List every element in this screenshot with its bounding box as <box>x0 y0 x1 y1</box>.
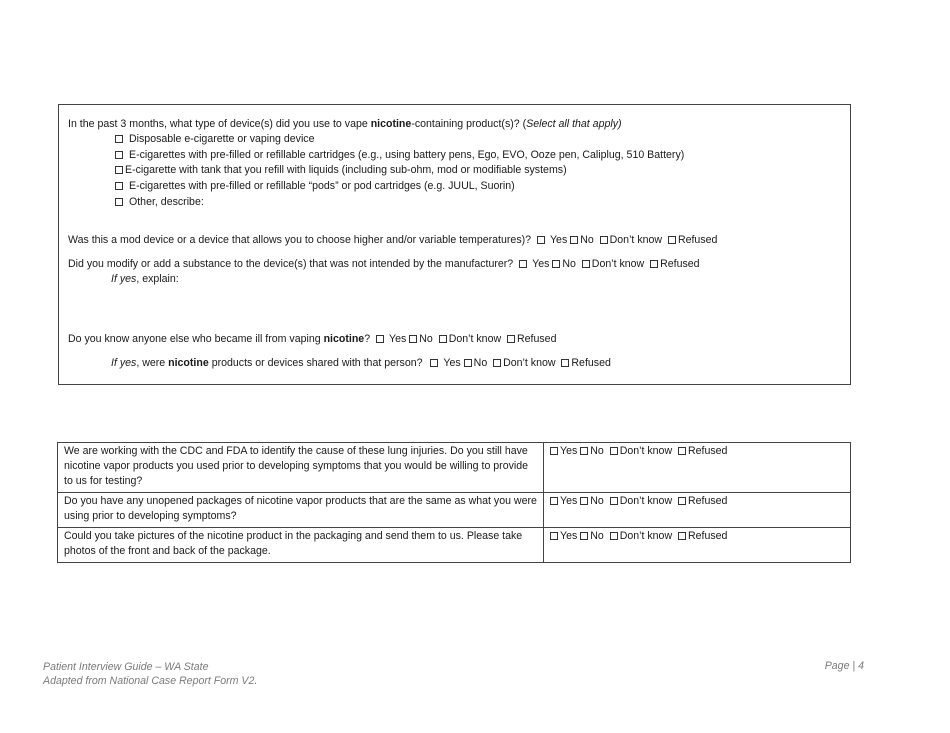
device-question-italic: Select all that apply) <box>526 118 622 130</box>
table-row <box>58 528 851 563</box>
checkbox-icon[interactable] <box>580 532 588 540</box>
checkbox-icon[interactable] <box>582 260 590 268</box>
table-row <box>58 443 851 493</box>
checkbox-icon[interactable] <box>610 497 618 505</box>
device-option-tank[interactable]: E-cigarette with tank that you refill with liquids (including sub-ohm, mod or modifiable systems) <box>115 163 567 177</box>
device-option-pods[interactable]: E-cigarettes with pre-filled or refillable “pods” or pod cartridges (e.g. JUUL, Suorin) <box>115 179 515 193</box>
checkbox-icon[interactable] <box>550 532 558 540</box>
checkbox-icon[interactable] <box>561 359 569 367</box>
checkbox-icon[interactable] <box>115 166 123 174</box>
checkbox-icon[interactable] <box>115 135 123 143</box>
modify-explain: If yes, explain: <box>111 273 179 285</box>
checkbox-icon[interactable] <box>376 335 384 343</box>
mod-device-question: Was this a mod device or a device that allows you to choose higher and/or variable temperatures)? Yes No Don’t know Refused <box>68 234 718 246</box>
page-number: Page | 4 <box>824 660 864 672</box>
checkbox-icon[interactable] <box>610 447 618 455</box>
table-question-cell: Could you take pictures of the nicotine product in the packaging and send them to us. Please take photos of the front and back of the package. <box>58 528 544 563</box>
checkbox-icon[interactable] <box>430 359 438 367</box>
checkbox-icon[interactable] <box>552 260 560 268</box>
table-row <box>58 493 851 528</box>
checkbox-icon[interactable] <box>493 359 501 367</box>
checkbox-icon[interactable] <box>550 497 558 505</box>
checkbox-icon[interactable] <box>507 335 515 343</box>
footer-title: Patient Interview Guide – WA State <box>43 661 209 673</box>
page-footer <box>43 660 257 688</box>
footer-subtitle: Adapted from National Case Report Form V2. <box>43 675 258 687</box>
device-option-other[interactable]: Other, describe: <box>115 195 204 209</box>
device-option-disposable[interactable]: Disposable e-cigarette or vaping device <box>115 132 315 146</box>
checkbox-icon[interactable] <box>115 151 123 159</box>
device-question-bold: nicotine <box>370 118 412 130</box>
checkbox-icon[interactable] <box>650 260 658 268</box>
checkbox-icon[interactable] <box>678 447 686 455</box>
checkbox-icon[interactable] <box>600 236 608 244</box>
checkbox-icon[interactable] <box>580 497 588 505</box>
device-question-box <box>58 104 851 385</box>
checkbox-icon[interactable] <box>610 532 618 540</box>
checkbox-icon[interactable] <box>678 532 686 540</box>
table-question-cell: We are working with the CDC and FDA to identify the cause of these lung injuries. Do you still have nicotine vapor products you used prior to developing symptoms that you would be willing to provide to us for testing? <box>58 443 544 493</box>
checkbox-icon[interactable] <box>409 335 417 343</box>
modify-device-question: Did you modify or add a substance to the device(s) that was not intended by the manufacturer? Yes No Don’t know Refused <box>68 258 700 270</box>
shared-question: If yes, were nicotine products or devices shared with that person? Yes No Don’t know Refused <box>111 357 611 369</box>
device-option-cartridges[interactable]: E-cigarettes with pre-filled or refillable cartridges (e.g., using battery pens, Ego, EVO, Ooze pen, Caliplug, 510 Battery) <box>115 148 684 162</box>
checkbox-icon[interactable] <box>580 447 588 455</box>
table-question-cell: Do you have any unopened packages of nicotine vapor products that are the same as what you were using prior to developing symptoms? <box>58 493 544 528</box>
product-questions-table <box>57 442 851 563</box>
ill-question: Do you know anyone else who became ill from vaping nicotine? Yes No Don’t know Refused <box>68 333 557 345</box>
table-answer-cell: Yes No Don’t know Refused <box>544 443 851 493</box>
device-question-prefix: In the past 3 months, what type of device(s) did you use to vape <box>68 118 371 130</box>
checkbox-icon[interactable] <box>115 182 123 190</box>
table-answer-cell: Yes No Don’t know Refused <box>544 493 851 528</box>
checkbox-icon[interactable] <box>550 447 558 455</box>
checkbox-icon[interactable] <box>464 359 472 367</box>
checkbox-icon[interactable] <box>678 497 686 505</box>
checkbox-icon[interactable] <box>439 335 447 343</box>
checkbox-icon[interactable] <box>519 260 527 268</box>
device-question-suffix: -containing product(s)? ( <box>411 118 527 130</box>
checkbox-icon[interactable] <box>115 198 123 206</box>
table-answer-cell: Yes No Don’t know Refused <box>544 528 851 563</box>
checkbox-icon[interactable] <box>668 236 676 244</box>
device-question <box>68 117 622 131</box>
checkbox-icon[interactable] <box>537 236 545 244</box>
checkbox-icon[interactable] <box>570 236 578 244</box>
